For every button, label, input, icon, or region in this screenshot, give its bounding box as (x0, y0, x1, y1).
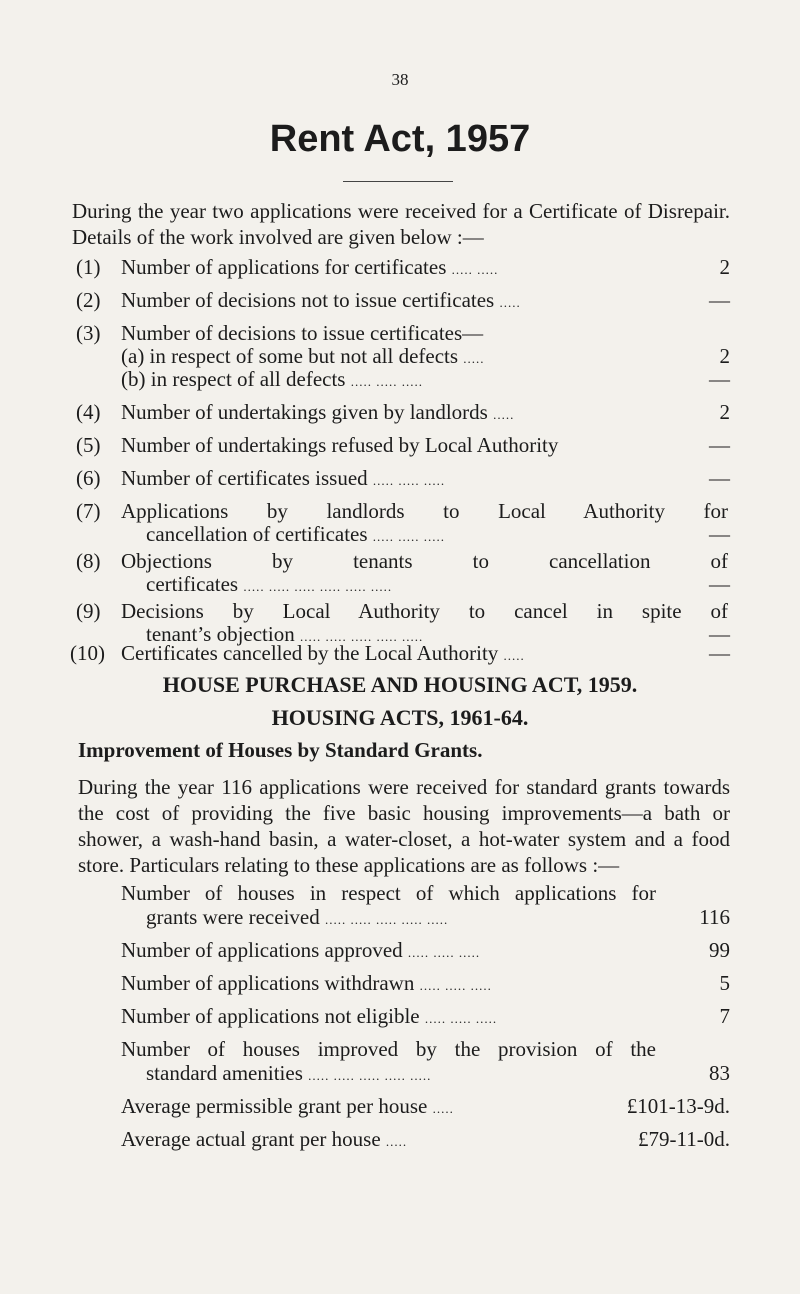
stat-value: 116 (699, 905, 730, 929)
stat-text: Number of houses improved by the provision of the (121, 1037, 656, 1061)
stat-value: 7 (719, 1004, 730, 1028)
item-number: (6) (76, 466, 101, 490)
item-number: (7) (76, 499, 101, 523)
item-text: tenant’s objection ..... ..... ..... ..... ..... (146, 622, 424, 646)
item-text: (b) in respect of all defects ..... ..... ..... (121, 367, 423, 391)
item-number: (10) (70, 641, 105, 665)
item-dots: ..... (499, 295, 521, 310)
item-text: cancellation of certificates ..... ..... ..... (146, 522, 446, 546)
grants-paragraph: During the year 116 applications were received for standard grants towards the cost of providing the five basic housing improvements—a bath or shower, a wash-hand basin, a water-closet, a hot-water system and a food store. Particulars relating to these applications are as follows :— (78, 775, 730, 877)
item-text: certificates ..... ..... ..... ..... ..... ..... (146, 572, 393, 596)
page-number: 38 (391, 70, 409, 89)
stat-value: 5 (719, 971, 730, 995)
stat-text: Number of applications not eligible ..... ..... ..... (121, 1004, 498, 1028)
stat-value: £79-11-0d. (638, 1127, 730, 1151)
stat-text: Average permissible grant per house ..... (121, 1094, 454, 1118)
stat-text: Average actual grant per house ..... (121, 1127, 408, 1151)
item-dots: ..... (503, 648, 525, 663)
item-text: Number of undertakings given by landlords ..... (121, 400, 515, 424)
stat-text: Number of applications withdrawn ..... ..... ..... (121, 971, 492, 995)
item-text: Certificates cancelled by the Local Authority ..... (121, 641, 525, 665)
stat-dots: ..... ..... ..... ..... ..... (324, 912, 449, 927)
item-number: (2) (76, 288, 101, 312)
stat-text: Number of houses in respect of which applications for (121, 881, 656, 905)
item-number: (9) (76, 599, 101, 623)
stat-dots: ..... (385, 1134, 408, 1149)
item-text: Applications by landlords to Local Authority for (121, 499, 728, 523)
item-value: — (709, 641, 730, 665)
stat-dots: ..... (432, 1101, 454, 1116)
item-dots: ..... ..... ..... (372, 473, 446, 488)
item-text: Objections by tenants to cancellation of (121, 549, 728, 573)
item-dots: ..... ..... ..... (350, 374, 423, 389)
item-text: Number of decisions to issue certificates— (121, 321, 484, 345)
stat-text: grants were received ..... ..... ..... ..... ..... (146, 905, 449, 929)
stat-dots: ..... ..... ..... ..... ..... (308, 1068, 432, 1083)
heading-housing-acts: HOUSING ACTS, 1961-64. (271, 705, 529, 730)
item-value: 2 (719, 344, 730, 368)
item-text: Number of decisions not to issue certificates ..... (121, 288, 521, 312)
stat-text: Number of applications approved ..... ..... ..... (121, 938, 481, 962)
stat-value: 83 (709, 1061, 730, 1085)
item-dots: ..... (493, 407, 515, 422)
page-title: Rent Act, 1957 (269, 118, 531, 160)
item-text: Decisions by Local Authority to cancel in spite of (121, 599, 728, 623)
item-number: (5) (76, 433, 101, 457)
item-value: — (709, 288, 730, 312)
item-text: Number of applications for certificates ..... ..... (121, 255, 499, 279)
title-divider (343, 181, 453, 182)
item-value: — (709, 522, 730, 546)
item-text: Number of certificates issued ..... ..... ..... (121, 466, 446, 490)
item-text: (a) in respect of some but not all defects ..... (121, 344, 485, 368)
stat-dots: ..... ..... ..... (419, 978, 492, 993)
stat-value: 99 (709, 938, 730, 962)
item-number: (4) (76, 400, 101, 424)
stat-text: standard amenities ..... ..... ..... ..... ..... (146, 1061, 432, 1085)
item-value: 2 (719, 255, 730, 279)
item-value: — (709, 466, 730, 490)
item-number: (1) (76, 255, 101, 279)
item-dots: ..... ..... (451, 262, 499, 277)
item-value: — (709, 622, 730, 646)
stat-dots: ..... ..... ..... (424, 1011, 498, 1026)
item-dots: ..... ..... ..... ..... ..... (299, 629, 424, 644)
item-dots: ..... (463, 351, 485, 366)
heading-improvement-grants: Improvement of Houses by Standard Grants. (78, 738, 483, 762)
item-dots: ..... ..... ..... ..... ..... ..... (243, 579, 393, 594)
item-dots: ..... ..... ..... (372, 529, 446, 544)
item-value: — (709, 367, 730, 391)
intro-paragraph: During the year two applications were received for a Certificate of Disrepair. Details of the work involved are given below :— (72, 199, 730, 249)
item-value: — (709, 433, 730, 457)
heading-house-purchase-act: HOUSE PURCHASE AND HOUSING ACT, 1959. (162, 672, 638, 697)
item-number: (8) (76, 549, 101, 573)
stat-dots: ..... ..... ..... (407, 945, 481, 960)
stat-value: £101-13-9d. (626, 1094, 730, 1118)
item-value: — (709, 572, 730, 596)
item-text: Number of undertakings refused by Local Authority (121, 433, 559, 457)
item-value: 2 (719, 400, 730, 424)
item-number: (3) (76, 321, 101, 345)
